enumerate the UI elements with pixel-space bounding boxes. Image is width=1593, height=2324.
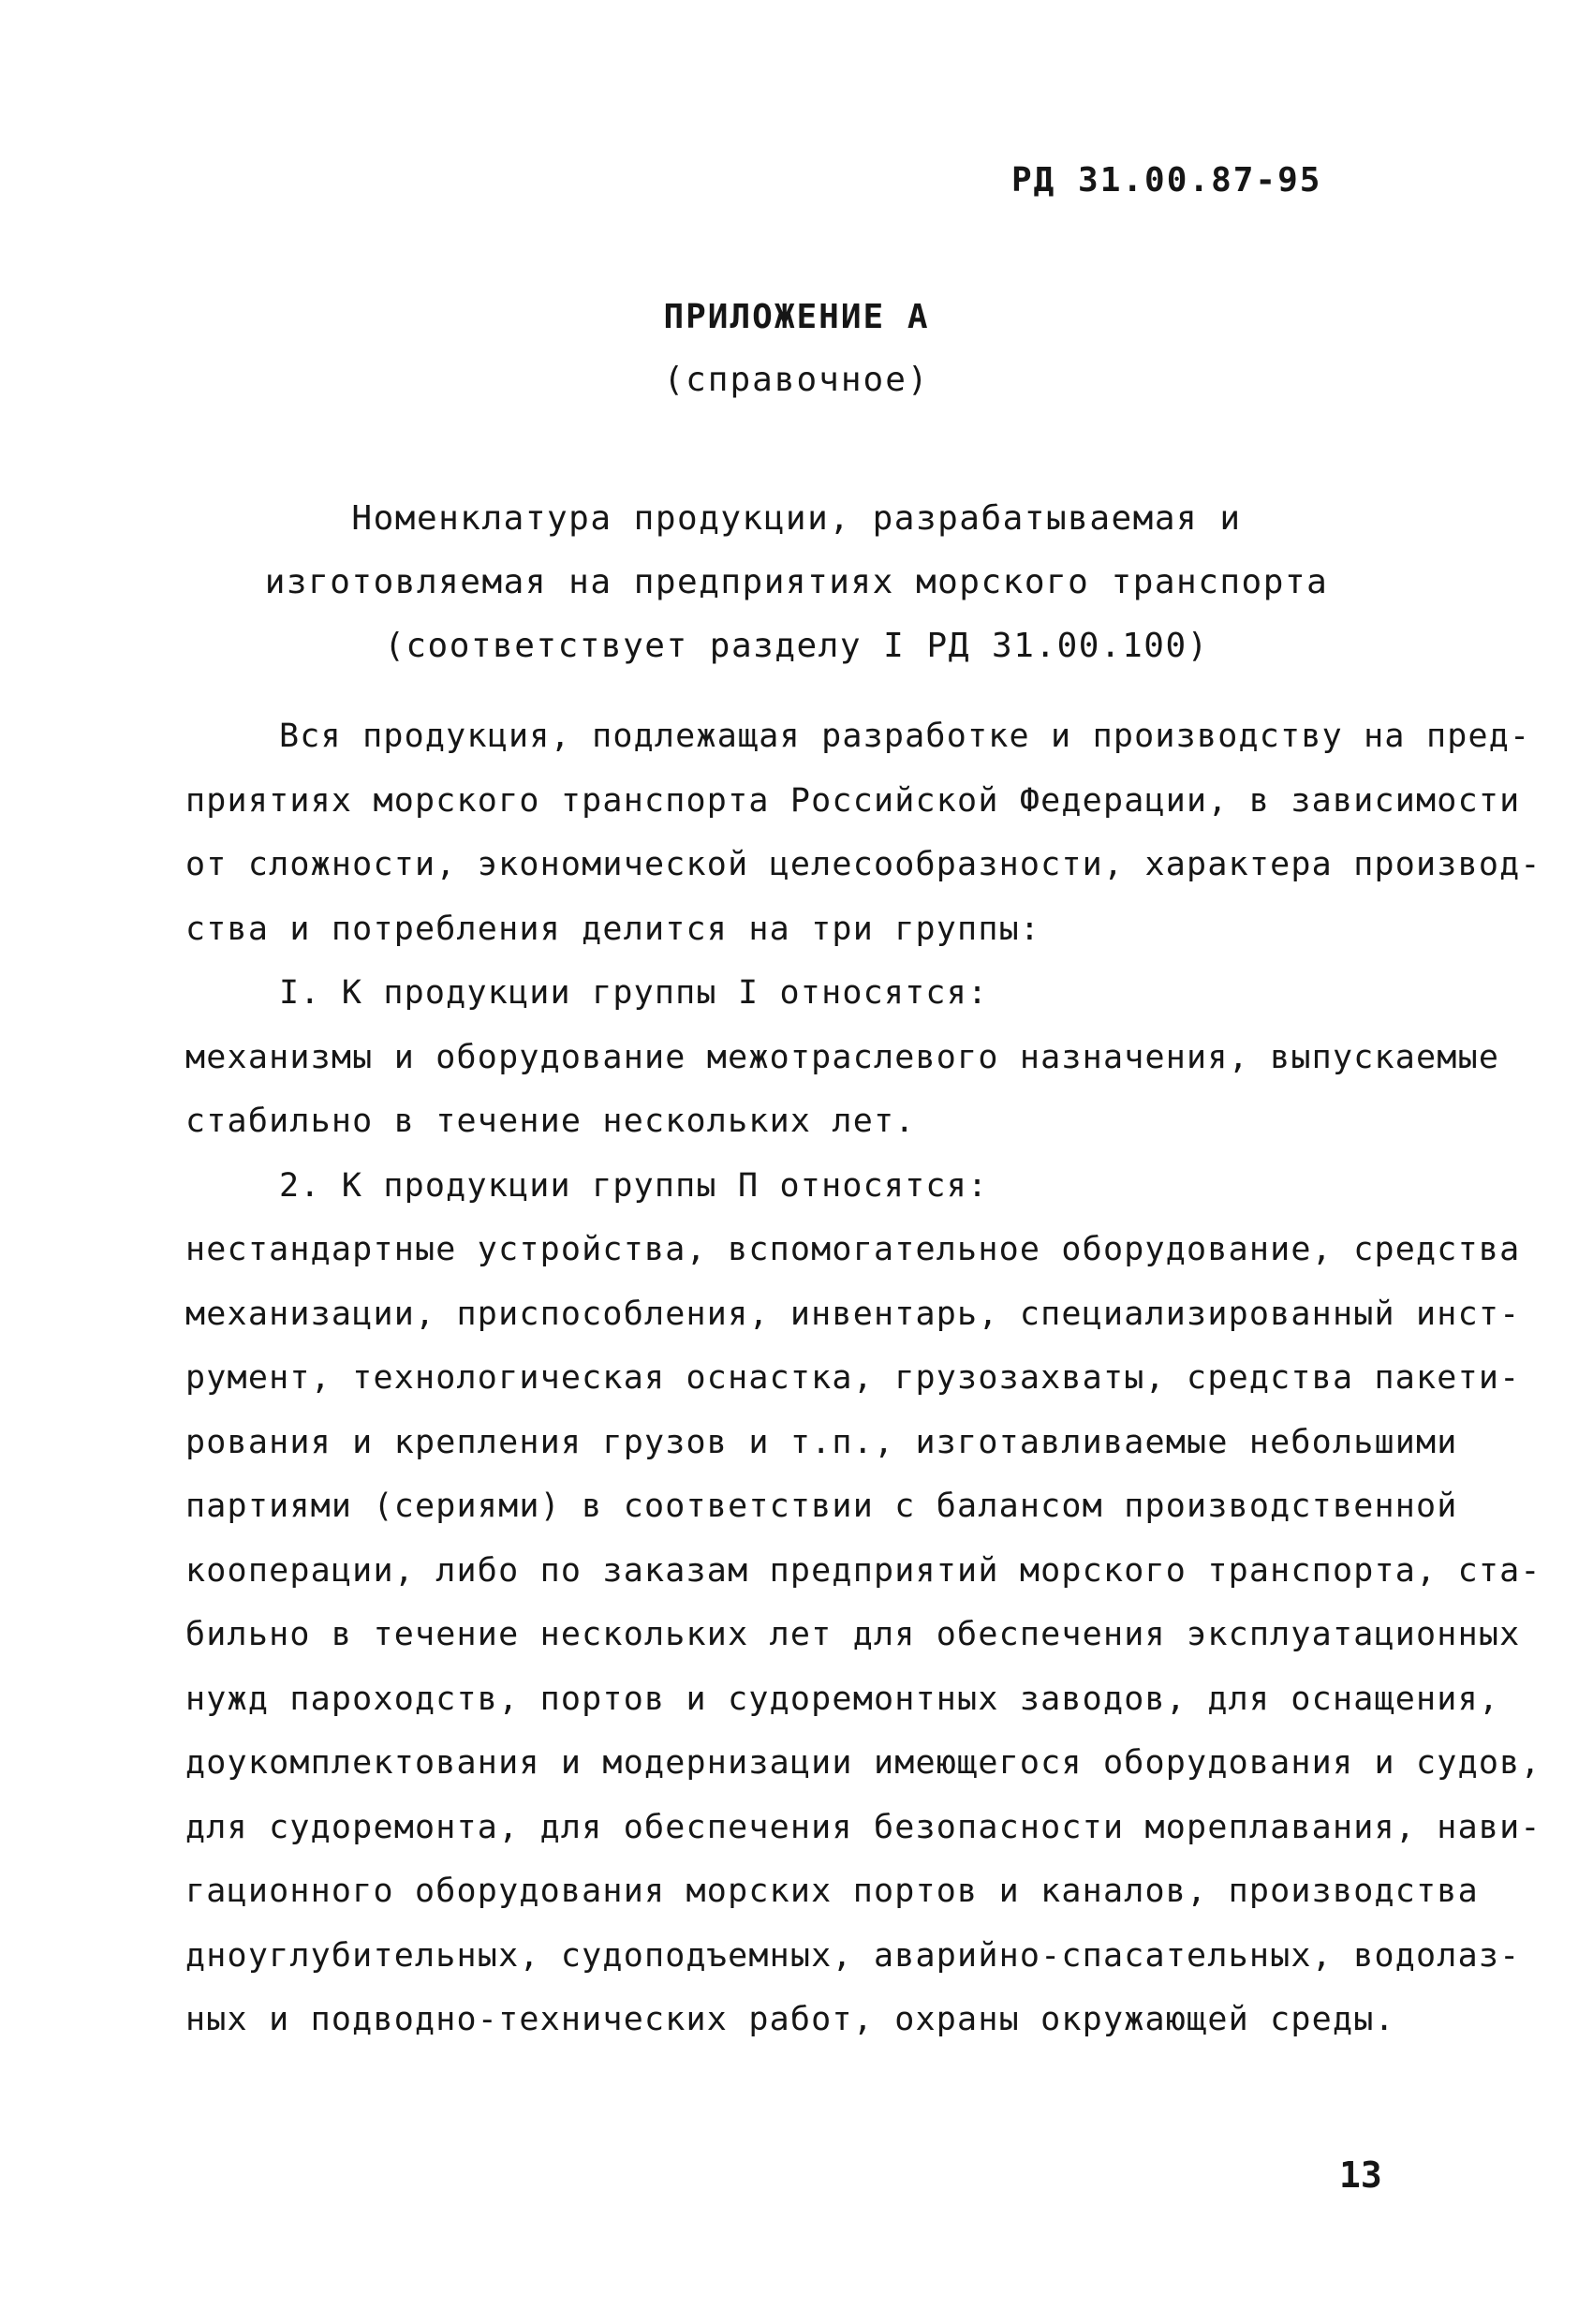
paragraph-line: бильно в течение нескольких лет для обеспечения эксплуатационных	[185, 1616, 1521, 1653]
paragraph-line: дноуглубительных, судоподъемных, аварийно-спасательных, водолаз-	[185, 1936, 1521, 1975]
heading-line: Номенклатура продукции, разрабатываемая и	[351, 499, 1242, 538]
paragraph-line: от сложности, экономической целесообразности, характера производ-	[185, 846, 1541, 883]
paragraph-line: гационного оборудования морских портов и каналов, производства	[185, 1873, 1479, 1910]
paragraph-line: ства и потребления делится на три группы:	[185, 910, 1041, 948]
list-item-heading: 2. К продукции группы П относятся:	[279, 1166, 989, 1205]
paragraph-line: ных и подводно-технических работ, охраны окружающей среды.	[185, 2001, 1395, 2038]
annex-subtitle: (справочное)	[663, 361, 930, 399]
paragraph-line: нестандартные устройства, вспомогательное оборудование, средства	[185, 1231, 1521, 1268]
paragraph-line: нужд пароходств, портов и судоремонтных заводов, для оснащения,	[185, 1680, 1500, 1718]
paragraph-line: доукомплектования и модернизации имеющегося оборудования и судов,	[185, 1744, 1541, 1782]
paragraph-line: для судоремонта, для обеспечения безопасности мореплавания, нави-	[185, 1808, 1541, 1846]
paragraph-line: румент, технологическая оснастка, грузозахваты, средства пакети-	[185, 1359, 1521, 1397]
paragraph-line: кооперации, либо по заказам предприятий морского транспорта, ста-	[185, 1551, 1541, 1590]
paragraph-line: механизации, приспособления, инвентарь, специализированный инст-	[185, 1295, 1521, 1333]
document-code: РД 31.00.87-95	[1011, 161, 1322, 200]
list-item-heading: I. К продукции группы I относятся:	[279, 974, 989, 1012]
paragraph-line: партиями (сериями) в соответствии с балансом производственной	[185, 1488, 1458, 1525]
paragraph-line: Вся продукция, подлежащая разработке и производству на пред-	[279, 718, 1531, 755]
paragraph-line: рования и крепления грузов и т.п., изготавливаемые небольшими	[185, 1423, 1458, 1461]
heading-line: изготовляемая на предприятиях морского транспорта	[264, 563, 1329, 601]
paragraph-line: приятиях морского транспорта Российской Федерации, в зависимости	[185, 781, 1521, 820]
paragraph-line: стабильно в течение нескольких лет.	[185, 1103, 916, 1140]
body-text	[185, 704, 1541, 2052]
section-heading	[0, 487, 1593, 678]
page-number: 13	[1339, 2154, 1382, 2196]
paragraph-line: механизмы и оборудование межотраслевого назначения, выпускаемые	[185, 1038, 1500, 1076]
heading-line: (соответствует разделу I РД 31.00.100)	[384, 627, 1209, 665]
annex-title: ПРИЛОЖЕНИЕ А	[663, 298, 930, 336]
